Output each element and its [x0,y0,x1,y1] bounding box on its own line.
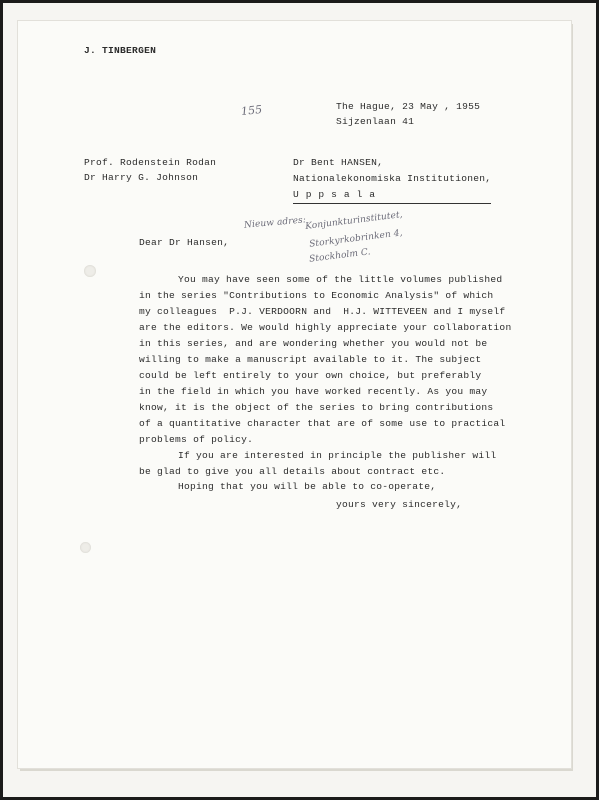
body-line: my colleagues P.J. VERDOORN and H.J. WITTEVEEN and I myself [139,306,506,317]
body-line: are the editors. We would highly appreciate your collaboration [139,322,512,333]
body-line: problems of policy. [139,434,254,445]
body-line: If you are interested in principle the publisher will [178,450,497,461]
handwritten-margin-note: 155 [240,102,263,119]
body-line: could be left entirely to your own choice, but preferably [139,370,482,381]
punch-hole [84,265,96,277]
body-line: willing to make a manuscript available to it. The subject [139,354,482,365]
closing: yours very sincerely, [336,499,463,510]
body-line: know, it is the object of the series to bring contributions [139,402,494,413]
recipient-city: U p p s a l a [293,189,376,200]
cc-line-1: Prof. Rodenstein Rodan [84,157,217,168]
body-line: Hoping that you will be able to co-operate, [178,481,437,492]
letterhead: J. TINBERGEN [84,45,157,56]
punch-hole [80,542,91,553]
handwritten-address-2: Storkyrkobrinken 4, [308,228,404,250]
date-line: The Hague, 23 May , 1955 [336,101,481,112]
recipient-name: Dr Bent HANSEN, [293,157,384,168]
document-frame [3,3,596,797]
address-line: Sijzenlaan 41 [336,116,415,127]
body-line: You may have seen some of the little volumes published [178,274,503,285]
recipient-institution: Nationalekonomiska Institutionen, [293,173,492,184]
cc-line-2: Dr Harry G. Johnson [84,172,199,183]
body-line: in the field in which you have worked recently. As you may [139,386,488,397]
recipient-underline [293,203,491,204]
body-line: in the series "Contributions to Economic Analysis" of which [139,290,494,301]
handwritten-address-3: Stockholm C. [308,247,372,265]
body-line: in this series, and are wondering whether you would not be [139,338,488,349]
salutation: Dear Dr Hansen, [139,237,230,248]
body-line: be glad to give you all details about contract etc. [139,466,446,477]
handwritten-label: Nieuw adres: [243,215,307,231]
body-line: of a quantitative character that are of some use to practical [139,418,506,429]
handwritten-address-1: Konjunkturinstitutet, [304,210,404,232]
